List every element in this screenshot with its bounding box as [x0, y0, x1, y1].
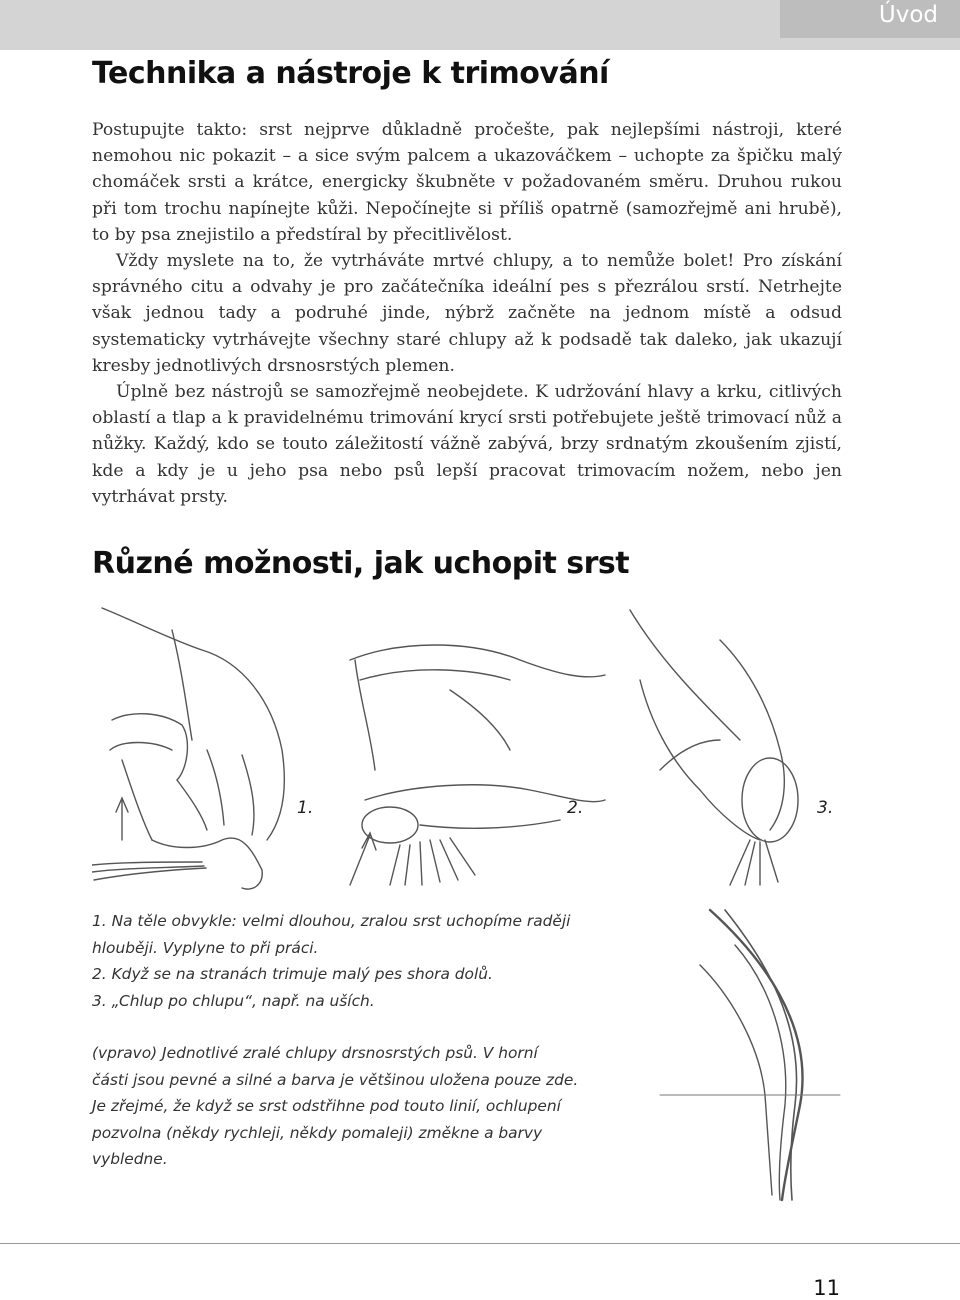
note-line: vybledne.: [92, 1150, 168, 1168]
illustration-hand-pinch: [330, 620, 610, 890]
figure-number-2: 2.: [567, 798, 584, 818]
heading-moznosti: Různé možnosti, jak uchopit srst: [92, 546, 630, 581]
section-label: Úvod: [878, 2, 938, 28]
paragraph: Vždy myslete na to, že vytrháváte mrtvé chlupy, a to nemůže bolet! Pro získání správného citu a odvahy je pro začátečníka ideální pes s přezrálou srstí. Netrhejte však jednou tady a podruhé jinde, nýbrž začněte na jednom místě a odsud systematicky vytrhávejte všechny staré chlupy až k podsadě tak daleko, jak ukazují kresby jednotlivých drsnosrstých plemen.: [92, 251, 842, 376]
section-tab: [780, 0, 960, 38]
caption-line: 2. Když se na stranách trimuje malý pes shora dolů.: [92, 965, 493, 983]
paragraph: Postupujte takto: srst nejprve důkladně pročešte, pak nejlepšími nástroji, které nemohou nic pokazit – a sice svým palcem a ukazováčkem – uchopte za špičku malý chomáček srsti a krátce, energicky škubněte v požadovaném směru. Druhou rukou při tom trochu napínejte kůži. Nepočínejte si příliš opatrně (samozřejmě ani hrubě), to by psa znejistilo a předstíral by přecitlivělost.: [92, 120, 842, 245]
illustration-hand-fist: [92, 600, 322, 900]
illustration-hair-strands: [640, 905, 860, 1205]
note-line: části jsou pevné a silné a barva je většinou uložena pouze zde.: [92, 1070, 579, 1089]
body-text: [92, 117, 842, 510]
figure-captions: [92, 908, 632, 1173]
note-line: pozvolna (někdy rychleji, někdy pomaleji) změkne a barvy: [92, 1123, 543, 1142]
footer-rule: [0, 1243, 960, 1244]
caption-line: hlouběji. Vyplyne to při práci.: [92, 938, 319, 957]
page-number: 11: [813, 1276, 840, 1300]
caption-line: 1. Na těle obvykle: velmi dlouhou, zralou srst uchopíme raději: [92, 912, 571, 930]
figure-number-1: 1.: [297, 798, 314, 818]
paragraph: Úplně bez nástrojů se samozřejmě neobejdete. K udržování hlavy a krku, citlivých oblastí a tlap a k pravidelnému trimování krycí srsti potřebujete ještě trimovací nůž a nůžky. Každý, kdo se touto záležitostí vážně zabývá, brzy srdnatým zkoušením zjistí, kde a kdy je u jeho psa nebo psů lepší pracovat trimovacím nožem, nebo jen vytrhávat prsty.: [92, 382, 842, 507]
note-line: (vpravo) Jednotlivé zralé chlupy drsnosrstých psů. V horní: [92, 1044, 538, 1062]
heading-technika: Technika a nástroje k trimování: [92, 56, 609, 91]
illustration-hand-single-hair: [620, 600, 820, 890]
caption-line: 3. „Chlup po chlupu“, např. na uších.: [92, 991, 375, 1010]
figure-number-3: 3.: [817, 798, 834, 818]
note-line: Je zřejmé, že když se srst odstřihne pod touto linií, ochlupení: [92, 1097, 561, 1115]
